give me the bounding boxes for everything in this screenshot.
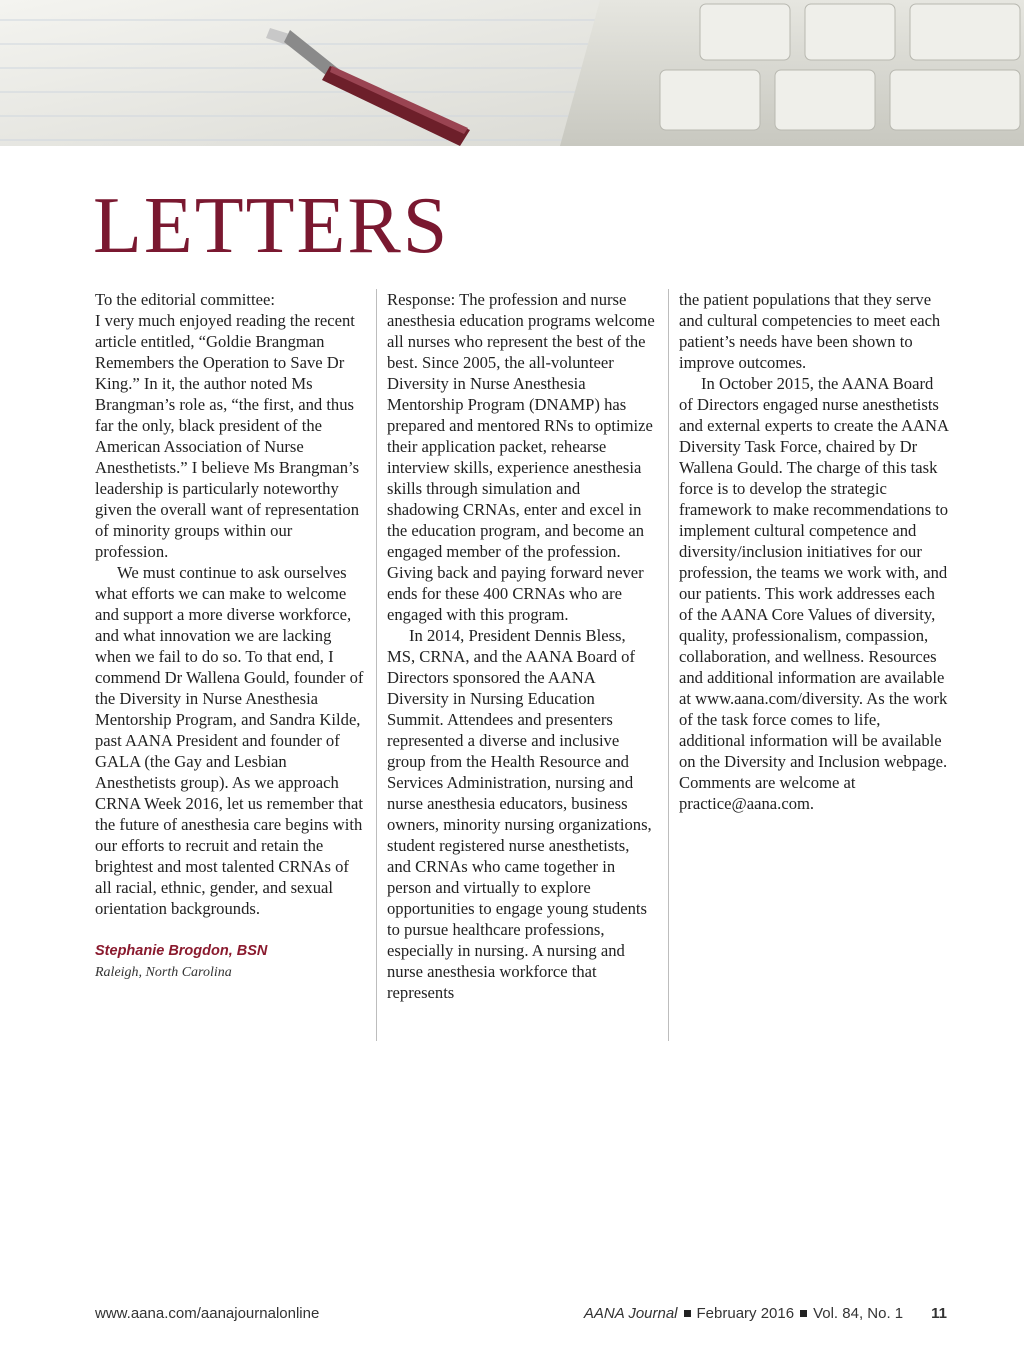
response-paragraph-3: the patient populations that they serve and cultural competencies to meet each patient’s needs have been shown to improve outcomes. <box>679 290 941 372</box>
footer-date: February 2016 <box>696 1305 795 1322</box>
header-photo <box>0 0 1024 146</box>
column-divider <box>668 289 669 1041</box>
square-bullet-icon <box>684 1310 691 1317</box>
signature-place: Raleigh, North Carolina <box>95 965 232 980</box>
response-lead: Response: <box>387 290 456 309</box>
response-paragraph-4: In October 2015, the AANA Board of Directors engaged nurse anesthetists and external experts to create the AANA Diversity Task Force, chaired by Dr Wallena Gould. The charge of this task force is to develop the strategic framework to make recommendations to implement cultural competence and diversity/inclusion initiatives for our profession, the teams we work with, and our patients. This work addresses each of the AANA Core Values of diversity, quality, professionalism, compassion, collaboration, and wellness. Resources and additional information are available at www.aana.com/diversity. As the work of the task force comes to life, additional information will be available on the Diversity and Inclusion webpage. Comments are welcome at practice@aana.com. <box>679 374 949 813</box>
footer-volume: Vol. 84, No. 1 <box>813 1305 904 1322</box>
signature-name: Stephanie Brogdon, BSN <box>95 943 268 959</box>
column-divider <box>376 289 377 1041</box>
letter-paragraph-1: I very much enjoyed reading the recent article entitled, “Goldie Brangman Remembers the Operation to Save Dr King.” In it, the author noted Ms Brangman’s role as, “the first, and thus far the only, black president of the American Association of Nurse Anesthetists.” I believe Ms Brangman’s leadership is particularly noteworthy given the overall want of representation of minority groups within our profession. <box>95 311 360 561</box>
response-paragraph-2: In 2014, President Dennis Bless, MS, CRNA, and the AANA Board of Directors sponsored the AANA Diversity in Nursing Education Summit. Attendees and presenters represented a diverse and inclusive group from the Health Resource and Services Administration, nursing and nurse anesthesia educators, business owners, minority nursing organizations, student registered nurse anesthetists, and CRNAs who came together in person and virtually to explore opportunities to engage young students to pursue healthcare professions, especially in nursing. A nursing and nurse anesthesia workforce that represents <box>387 626 652 1002</box>
footer-citation <box>584 1305 947 1322</box>
page-title: LETTERS <box>93 182 450 270</box>
letter-paragraph-2: We must continue to ask ourselves what efforts we can make to welcome and support a more diverse workforce, and what innovation we are lacking when we fail to do so. To that end, I commend Dr Wallena Gould, founder of the Diversity in Nurse Anesthesia Mentorship Program, and Sandra Kilde, past AANA President and founder of GALA (the Gay and Lesbian Anesthetists group). As we approach CRNA Week 2016, let us remember that the future of anesthesia care begins with our efforts to recruit and retain the brightest and most talented CRNAs of all racial, ethnic, gender, and sexual orientation backgrounds. <box>95 563 364 918</box>
salutation: To the editorial committee: <box>95 290 275 309</box>
response-paragraph-1 <box>387 289 655 625</box>
response-column-continued <box>679 289 949 814</box>
page-footer <box>95 1305 947 1325</box>
square-bullet-icon <box>800 1310 807 1317</box>
footer-url[interactable]: www.aana.com/aanajournalonline <box>95 1305 320 1322</box>
response-paragraph-1-text: The profession and nurse anesthesia education programs welcome all nurses who represent the best of the best. Since 2005, the all-volunteer Diversity in Nurse Anesthesia Mentorship Program (DNAMP) has prepared and mentored RNs to optimize their application packet, rehearse interview skills, experience anesthesia skills through simulation and shadowing CRNAs, enter and excel in the education program, and become an engaged member of the profession. Giving back and paying forward never ends for these 400 CRNAs who are engaged with this program. <box>387 290 655 624</box>
footer-journal: AANA Journal <box>583 1305 678 1322</box>
response-column <box>387 289 655 1003</box>
page-number: 11 <box>931 1305 947 1322</box>
letter-column <box>95 289 365 983</box>
